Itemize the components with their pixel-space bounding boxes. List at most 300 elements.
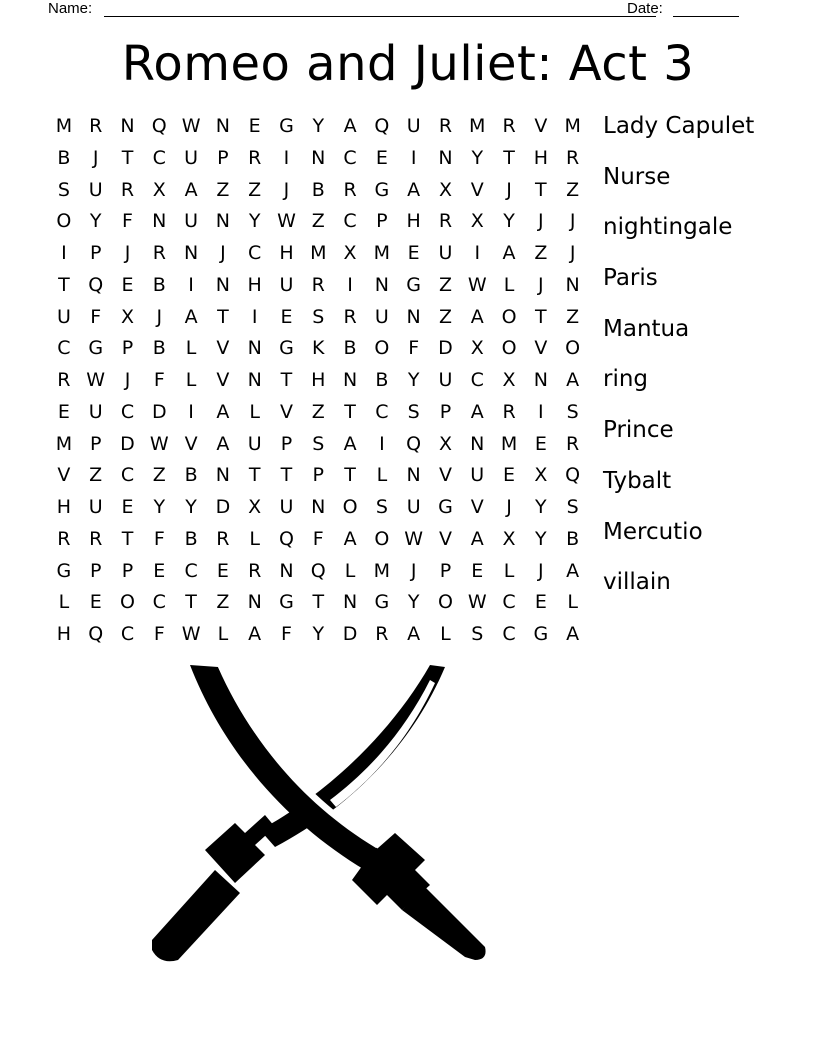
grid-letter: F <box>153 527 165 550</box>
grid-letter: Y <box>535 527 547 550</box>
grid-letter: N <box>311 146 326 169</box>
grid-letter: O <box>342 496 358 518</box>
grid-letter: H <box>311 369 326 391</box>
grid-letter: G <box>438 496 453 518</box>
grid-letter: Y <box>153 496 166 518</box>
grid-letter: R <box>248 559 262 582</box>
grid-letter: J <box>92 146 99 169</box>
grid-letter: U <box>88 400 103 423</box>
grid-letter: Z <box>216 178 230 201</box>
grid-letter: T <box>185 591 197 614</box>
grid-letter: C <box>248 242 262 264</box>
grid-letter: R <box>502 400 516 423</box>
grid-letter: B <box>311 178 325 201</box>
grid-letter: Y <box>248 210 261 233</box>
grid-letter: J <box>410 559 417 582</box>
grid-letter: E <box>407 242 420 264</box>
grid-letter: C <box>57 337 71 360</box>
grid-letter: M <box>55 432 73 455</box>
grid-letter: A <box>343 527 357 550</box>
grid-letter: O <box>501 305 517 328</box>
grid-letter: V <box>534 337 548 360</box>
grid-letter: E <box>89 591 102 614</box>
grid-letter: S <box>471 623 484 645</box>
grid-letter: W <box>149 432 169 455</box>
grid-letter: L <box>503 559 515 582</box>
grid-letter: G <box>56 559 72 582</box>
grid-letter: V <box>438 527 452 550</box>
grid-letter: J <box>124 369 131 391</box>
grid-letter: A <box>343 432 357 455</box>
grid-letter: P <box>89 432 102 455</box>
grid-letter: M <box>500 432 518 455</box>
grid-letter: C <box>343 210 357 233</box>
grid-letter: Z <box>438 273 452 296</box>
grid-letter: Z <box>534 242 548 264</box>
grid-letter: E <box>534 432 547 455</box>
grid-letter: P <box>439 559 452 582</box>
grid-letter: F <box>153 369 165 391</box>
grid-letter: C <box>184 559 198 582</box>
grid-letter: I <box>538 400 544 423</box>
grid-letter: Z <box>311 400 325 423</box>
grid-letter: Y <box>185 496 197 518</box>
grid-letter: L <box>217 623 229 645</box>
grid-letter: E <box>121 496 134 518</box>
grid-letter: Z <box>89 464 103 487</box>
grid-letter: I <box>283 146 290 169</box>
grid-letter: X <box>470 337 484 360</box>
grid-letter: R <box>375 623 389 645</box>
grid-letter: Q <box>88 273 104 296</box>
grid-letter: C <box>375 400 389 423</box>
grid-letter: A <box>470 527 484 550</box>
grid-letter: U <box>470 464 485 487</box>
grid-letter: C <box>120 400 135 423</box>
grid-letter: K <box>312 337 325 360</box>
grid-letter: U <box>184 210 199 233</box>
grid-letter: A <box>343 115 357 137</box>
grid-letter: P <box>312 464 324 487</box>
grid-letter: S <box>312 305 325 328</box>
grid-letter: P <box>89 242 102 264</box>
grid-letter: Q <box>374 115 390 137</box>
grid-letter: I <box>347 273 353 296</box>
grid-letter: A <box>248 623 262 645</box>
grid-letter: A <box>216 400 230 423</box>
grid-letter: W <box>277 210 296 233</box>
grid-letter: U <box>406 115 421 137</box>
grid-letter: L <box>440 623 451 645</box>
grid-letter: U <box>247 432 262 455</box>
grid-letter: H <box>247 273 262 296</box>
grid-letter: T <box>535 305 547 328</box>
grid-letter: F <box>408 337 420 360</box>
grid-letter: C <box>343 146 357 169</box>
grid-letter: X <box>502 527 516 550</box>
grid-letter: S <box>566 496 579 518</box>
grid-letter: M <box>564 115 581 137</box>
grid-letter: B <box>57 146 71 169</box>
grid-letter: R <box>566 432 580 455</box>
word-list-item: Tybalt <box>603 467 672 494</box>
grid-letter: T <box>121 527 134 550</box>
grid-letter: S <box>312 432 325 455</box>
grid-letter: L <box>185 337 197 360</box>
grid-letter: A <box>184 178 198 201</box>
grid-letter: P <box>217 146 229 169</box>
grid-letter: Z <box>248 178 262 201</box>
grid-letter: J <box>156 305 163 328</box>
grid-letter: R <box>120 178 135 201</box>
grid-letter: G <box>279 337 294 360</box>
grid-letter: T <box>344 400 356 423</box>
grid-letter: F <box>153 623 165 645</box>
grid-letter: J <box>569 210 576 233</box>
grid-letter: C <box>502 591 516 614</box>
grid-letter: Y <box>471 146 484 169</box>
grid-letter: T <box>217 305 229 328</box>
grid-letter: B <box>566 527 580 550</box>
grid-letter: E <box>375 146 388 169</box>
grid-letter: L <box>185 369 197 391</box>
grid-letter: Z <box>566 178 580 201</box>
grid-letter: R <box>248 146 262 169</box>
grid-letter: N <box>342 591 358 614</box>
sword-blade-right-up <box>260 665 445 847</box>
grid-letter: C <box>502 623 516 645</box>
grid-letter: V <box>57 464 71 487</box>
grid-letter: C <box>120 623 135 645</box>
grid-letter: L <box>249 400 260 423</box>
grid-letter: B <box>184 464 198 487</box>
grid-letter: W <box>181 115 201 137</box>
grid-letter: R <box>152 242 166 264</box>
grid-letter: E <box>503 464 516 487</box>
grid-letter: B <box>184 527 198 550</box>
grid-letter: V <box>534 115 548 137</box>
grid-letter: N <box>565 273 580 296</box>
grid-letter: X <box>120 305 134 328</box>
grid-letter: S <box>566 400 579 423</box>
grid-letter: Z <box>152 464 166 487</box>
grid-letter: N <box>215 464 230 487</box>
grid-letter: N <box>533 369 548 391</box>
grid-letter: A <box>216 432 230 455</box>
grid-letter: X <box>502 369 516 391</box>
grid-letter: J <box>124 242 131 264</box>
grid-letter: Y <box>407 591 420 614</box>
grid-letter: R <box>89 115 103 137</box>
name-label: Name: <box>48 0 93 17</box>
grid-letter: L <box>503 273 515 296</box>
grid-letter: I <box>410 146 417 169</box>
grid-letter: D <box>215 496 231 518</box>
grid-letter: N <box>183 242 199 264</box>
grid-letter: H <box>56 623 72 645</box>
date-label: Date: <box>627 0 663 17</box>
grid-letter: T <box>312 591 325 614</box>
grid-letter: N <box>470 432 485 455</box>
grid-letter: P <box>121 337 134 360</box>
grid-letter: I <box>379 432 385 455</box>
grid-letter: G <box>374 591 390 614</box>
grid-letter: B <box>152 337 166 360</box>
grid-letter: O <box>56 210 72 233</box>
grid-letter: J <box>538 273 544 296</box>
grid-letter: U <box>88 178 103 201</box>
grid-letter: A <box>470 400 484 423</box>
grid-letter: C <box>152 591 166 614</box>
sword-handle-left <box>152 870 240 961</box>
grid-letter: T <box>248 464 261 487</box>
word-list <box>603 110 803 617</box>
grid-letter: L <box>58 591 70 614</box>
grid-letter: N <box>438 146 453 169</box>
grid-letter: D <box>120 432 135 455</box>
grid-letter: N <box>215 210 230 233</box>
grid-letter: V <box>438 464 452 487</box>
grid-letter: T <box>58 273 70 296</box>
grid-letter: P <box>121 559 134 582</box>
grid-letter: R <box>216 527 230 550</box>
grid-letter: N <box>406 464 421 487</box>
grid-letter: V <box>470 178 484 201</box>
grid-letter: Z <box>216 591 230 614</box>
grid-letter: W <box>467 591 487 614</box>
grid-letter: N <box>215 115 230 137</box>
grid-letter: G <box>533 623 549 645</box>
grid-letter: Q <box>151 115 167 137</box>
grid-letter: I <box>188 400 194 423</box>
grid-letter: M <box>373 242 391 264</box>
word-list-item: Paris <box>603 265 658 292</box>
grid-letter: V <box>279 400 293 423</box>
grid-letter: Q <box>565 464 581 487</box>
grid-letter: R <box>57 369 71 391</box>
grid-letter: O <box>437 591 453 614</box>
grid-letter: W <box>404 527 424 550</box>
grid-letter: X <box>152 178 166 201</box>
grid-letter: F <box>281 623 292 645</box>
grid-letter: T <box>121 146 134 169</box>
word-list-item: Lady Capulet <box>603 113 755 139</box>
grid-letter: N <box>374 273 389 296</box>
grid-letter: V <box>470 496 484 518</box>
grid-letter: N <box>120 115 135 137</box>
grid-letter: U <box>279 273 294 296</box>
grid-letter: Q <box>406 432 422 455</box>
grid-letter: A <box>184 305 198 328</box>
grid-letter: L <box>376 464 388 487</box>
grid-letter: P <box>439 400 452 423</box>
date-line[interactable] <box>673 16 739 17</box>
grid-letter: M <box>55 115 73 137</box>
grid-letter: L <box>344 559 356 582</box>
grid-letter: E <box>280 305 293 328</box>
grid-letter: Q <box>88 623 104 645</box>
grid-letter: I <box>474 242 481 264</box>
grid-letter: T <box>535 178 547 201</box>
grid-letter: M <box>373 559 391 582</box>
grid-letter: G <box>88 337 104 360</box>
header-row <box>48 0 748 20</box>
grid-letter: O <box>501 337 517 360</box>
grid-letter: U <box>184 146 199 169</box>
grid-letter: J <box>506 496 512 518</box>
grid-letter: J <box>569 242 576 264</box>
grid-letter: O <box>374 337 390 360</box>
word-list-item: Mantua <box>603 315 690 342</box>
grid-letter: R <box>566 146 580 169</box>
grid-letter: E <box>216 559 229 582</box>
grid-letter: T <box>344 464 356 487</box>
grid-letter: X <box>343 242 357 264</box>
grid-letter: A <box>470 305 484 328</box>
grid-letter: Y <box>407 369 420 391</box>
grid-letter: A <box>502 242 516 264</box>
grid-letter: S <box>407 400 420 423</box>
grid-letter: W <box>467 273 487 296</box>
grid-letter: F <box>312 527 324 550</box>
grid-letter: U <box>438 242 453 264</box>
grid-letter: J <box>538 210 544 233</box>
grid-letter: A <box>566 369 580 391</box>
grid-letter: U <box>406 496 421 518</box>
grid-letter: Y <box>503 210 515 233</box>
grid-letter: R <box>343 305 357 328</box>
grid-letter: W <box>86 369 106 391</box>
grid-letter: R <box>343 178 357 201</box>
grid-letter: N <box>247 337 262 360</box>
grid-letter: R <box>438 115 453 137</box>
grid-letter: I <box>188 273 194 296</box>
page-title: Romeo and Juliet: Act 3 <box>121 36 695 92</box>
grid-letter: D <box>342 623 358 645</box>
grid-letter: E <box>248 115 261 137</box>
grid-letter: W <box>181 623 201 645</box>
grid-letter: E <box>153 559 166 582</box>
grid-letter: L <box>249 527 260 550</box>
grid-letter: H <box>533 146 548 169</box>
grid-letter: S <box>375 496 388 518</box>
grid-letter: E <box>471 559 484 582</box>
grid-letter: N <box>215 273 230 296</box>
grid-letter: O <box>565 337 581 360</box>
name-line[interactable] <box>104 16 656 17</box>
grid-letter: M <box>310 242 327 264</box>
grid-letter: N <box>247 591 262 614</box>
grid-letter: X <box>470 210 484 233</box>
letter-grid <box>48 111 589 651</box>
grid-letter: L <box>567 591 578 614</box>
grid-letter: P <box>376 210 388 233</box>
grid-letter: Y <box>89 210 102 233</box>
grid-letter: U <box>88 496 103 518</box>
grid-letter: Z <box>311 210 325 233</box>
word-list-item: ring <box>603 366 649 393</box>
grid-letter: A <box>407 623 421 645</box>
grid-letter: Z <box>566 305 580 328</box>
grid-letter: T <box>280 464 293 487</box>
grid-letter: H <box>279 242 294 264</box>
grid-letter: V <box>216 337 230 360</box>
grid-letter: J <box>506 178 512 201</box>
grid-letter: T <box>503 146 515 169</box>
grid-letter: N <box>247 369 262 391</box>
grid-letter: N <box>311 496 326 518</box>
grid-letter: G <box>374 178 390 201</box>
grid-letter: V <box>184 432 198 455</box>
grid-letter: U <box>374 305 389 328</box>
grid-letter: U <box>438 369 453 391</box>
grid-letter: B <box>343 337 357 360</box>
grid-letter: N <box>342 369 358 391</box>
grid-letter: I <box>251 305 258 328</box>
grid-letter: I <box>61 242 67 264</box>
grid-letter: H <box>56 496 72 518</box>
grid-letter: C <box>120 464 135 487</box>
grid-letter: X <box>438 178 452 201</box>
grid-letter: Y <box>535 496 547 518</box>
grid-letter: F <box>90 305 102 328</box>
crossed-swords-icon <box>140 655 500 965</box>
grid-letter: C <box>470 369 484 391</box>
grid-letter: T <box>280 369 293 391</box>
grid-letter: P <box>280 432 293 455</box>
grid-letter: E <box>121 273 134 296</box>
grid-letter: J <box>283 178 290 201</box>
grid-letter: G <box>406 273 422 296</box>
grid-letter: N <box>279 559 294 582</box>
grid-letter: X <box>438 432 452 455</box>
word-list-item: Nurse <box>603 163 671 190</box>
sword-handle-right <box>402 887 486 960</box>
grid-letter: X <box>248 496 262 518</box>
grid-letter: F <box>122 210 133 233</box>
grid-letter: D <box>151 400 167 423</box>
grid-letter: M <box>469 115 486 137</box>
grid-letter: J <box>220 242 226 264</box>
word-list-item: Mercutio <box>603 518 703 545</box>
grid-letter: O <box>120 591 135 614</box>
grid-letter: Z <box>438 305 452 328</box>
grid-letter: R <box>89 527 103 550</box>
grid-letter: Y <box>312 115 325 137</box>
grid-letter: R <box>438 210 453 233</box>
grid-letter: B <box>152 273 166 296</box>
grid-letter: C <box>152 146 166 169</box>
grid-letter: Q <box>278 527 294 550</box>
grid-letter: X <box>534 464 548 487</box>
grid-letter: R <box>311 273 325 296</box>
grid-letter: A <box>407 178 421 201</box>
grid-letter: B <box>375 369 389 391</box>
grid-letter: P <box>89 559 102 582</box>
grid-letter: N <box>406 305 421 328</box>
word-list-item: nightingale <box>603 214 733 241</box>
word-list-item: villain <box>603 569 671 596</box>
grid-letter: R <box>57 527 71 550</box>
grid-letter: A <box>566 623 580 645</box>
grid-letter: U <box>279 496 294 518</box>
grid-letter: D <box>438 337 453 360</box>
grid-letter: O <box>374 527 390 550</box>
grid-letter: Q <box>310 559 326 582</box>
grid-letter: G <box>279 591 294 614</box>
grid-letter: V <box>216 369 230 391</box>
grid-letter: J <box>538 559 544 582</box>
